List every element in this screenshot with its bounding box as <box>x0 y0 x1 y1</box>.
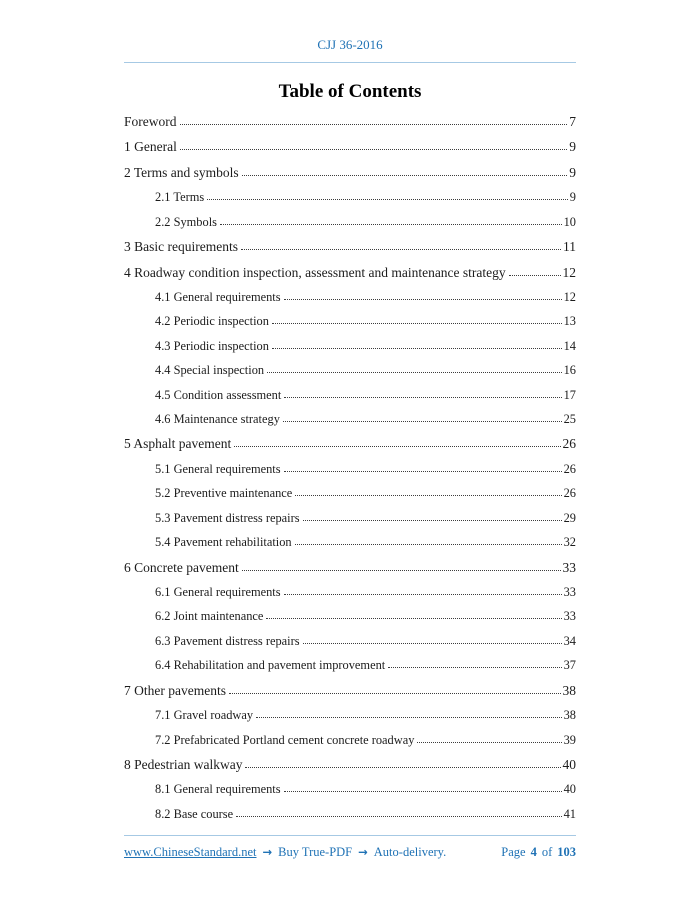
page-current: 4 <box>530 845 537 859</box>
toc-entry-page: 32 <box>563 535 576 550</box>
toc-entry <box>124 658 576 673</box>
toc-entry-page: 34 <box>563 633 576 648</box>
toc-dot-leader <box>284 594 562 595</box>
toc-entry <box>124 314 576 329</box>
right-arrow-icon: → <box>262 845 273 859</box>
toc-entry <box>124 683 576 699</box>
toc-dot-leader <box>417 742 561 743</box>
toc-entry-page: 17 <box>563 387 576 402</box>
toc-dot-leader <box>229 693 561 694</box>
toc-entry-label: 5.1 General requirements <box>155 461 281 476</box>
toc-entry-label: 8.1 General requirements <box>155 782 281 797</box>
toc-entry-label: 2 Terms and symbols <box>124 164 239 180</box>
toc-entry <box>124 486 576 501</box>
toc-dot-leader <box>207 199 568 200</box>
toc-entry <box>124 239 576 255</box>
toc-dot-leader <box>234 446 560 447</box>
toc-dot-leader <box>180 124 568 125</box>
toc-entry-page: 16 <box>563 363 576 378</box>
toc-entry <box>124 807 576 822</box>
toc-entry-page: 9 <box>569 190 576 205</box>
toc-entry-label: 8.2 Base course <box>155 806 234 821</box>
toc-dot-leader <box>241 249 561 250</box>
toc-dot-leader <box>267 372 562 373</box>
toc-entry <box>124 585 576 600</box>
page-total: 103 <box>557 845 576 859</box>
toc-entry-page: 33 <box>563 609 576 624</box>
toc-entry-label: 6.1 General requirements <box>155 585 281 600</box>
toc-entry-label: 5.2 Preventive maintenance <box>155 486 293 501</box>
toc-entry-page: 37 <box>563 658 576 673</box>
toc-dot-leader <box>303 643 562 644</box>
toc-entry <box>124 165 576 181</box>
toc-entry <box>124 363 576 378</box>
toc-entry-page: 9 <box>569 164 576 180</box>
toc-entry-page: 38 <box>562 682 576 698</box>
toc-dot-leader <box>220 224 562 225</box>
toc-entry-label: Foreword <box>124 114 177 129</box>
toc-entry-label: 6.3 Pavement distress repairs <box>155 633 300 648</box>
toc-entry-page: 41 <box>563 806 576 821</box>
toc-dot-leader <box>242 570 561 571</box>
toc-entry <box>124 215 576 230</box>
toc-dot-leader <box>283 421 562 422</box>
toc-entry-label: 4.2 Periodic inspection <box>155 314 269 329</box>
toc-entry-page: 29 <box>563 510 576 525</box>
toc-entry-label: 4 Roadway condition inspection, assessment and maintenance strategy <box>124 264 506 280</box>
toc-dot-leader <box>295 544 562 545</box>
toc-entry-page: 38 <box>563 708 576 723</box>
toc-entry <box>124 436 576 452</box>
right-arrow-icon: → <box>358 845 368 859</box>
toc-entry <box>124 265 576 281</box>
toc-dot-leader <box>295 495 561 496</box>
toc-entry-label: 7.2 Prefabricated Portland cement concrete roadway <box>155 732 415 747</box>
toc-entry-label: 4.6 Maintenance strategy <box>155 412 280 427</box>
footer-site-link[interactable]: www.ChineseStandard.net <box>124 845 257 859</box>
toc-entry <box>124 114 576 130</box>
toc-entry <box>124 290 576 305</box>
page-footer <box>124 845 576 860</box>
toc-list <box>124 114 576 822</box>
page-title: Table of Contents <box>278 81 422 102</box>
toc-dot-leader <box>303 520 562 521</box>
toc-dot-leader <box>236 816 562 817</box>
toc-entry <box>124 388 576 403</box>
footer-rule <box>124 835 576 836</box>
toc-entry-label: 6.2 Joint maintenance <box>155 609 264 624</box>
toc-entry-page: 40 <box>563 782 576 797</box>
toc-entry-page: 12 <box>563 289 576 304</box>
toc-dot-leader <box>284 397 561 398</box>
page-label: Page <box>501 845 526 859</box>
toc-entry <box>124 782 576 797</box>
toc-entry-page: 39 <box>563 732 576 747</box>
toc-entry-label: 2.1 Terms <box>155 190 205 205</box>
toc-dot-leader <box>272 323 562 324</box>
toc-dot-leader <box>509 275 561 276</box>
toc-entry-page: 13 <box>563 314 576 329</box>
toc-entry-label: 1 General <box>124 139 177 155</box>
toc-entry <box>124 190 576 205</box>
toc-entry-label: 7 Other pavements <box>124 682 226 698</box>
toc-entry-label: 5.3 Pavement distress repairs <box>155 510 300 525</box>
toc-entry-label: 6 Concrete pavement <box>124 559 239 575</box>
toc-entry-label: 5 Asphalt pavement <box>124 436 232 452</box>
toc-entry <box>124 139 576 155</box>
toc-entry <box>124 412 576 427</box>
of-label: of <box>541 845 553 859</box>
toc-entry-label: 4.5 Condition assessment <box>155 387 282 402</box>
toc-dot-leader <box>284 791 562 792</box>
toc-dot-leader <box>388 667 561 668</box>
toc-entry-page: 40 <box>562 756 576 772</box>
toc-entry-page: 33 <box>562 559 576 575</box>
standard-code: CJJ 36-2016 <box>317 37 383 52</box>
toc-entry-page: 9 <box>569 139 576 155</box>
toc-entry-page: 33 <box>563 585 576 600</box>
toc-dot-leader <box>284 299 562 300</box>
toc-entry-page: 26 <box>562 436 576 452</box>
page-indicator <box>501 845 576 860</box>
footer-buy-text: Buy True-PDF <box>278 845 353 859</box>
footer-delivery-text: Auto-delivery. <box>373 845 447 859</box>
toc-entry <box>124 634 576 649</box>
toc-entry-label: 4.1 General requirements <box>155 289 281 304</box>
toc-entry-page: 14 <box>563 338 576 353</box>
toc-entry <box>124 609 576 624</box>
toc-entry-label: 2.2 Symbols <box>155 214 217 229</box>
toc-entry <box>124 462 576 477</box>
toc-entry-page: 11 <box>563 239 576 255</box>
toc-entry-label: 8 Pedestrian walkway <box>124 756 243 772</box>
header-rule <box>124 62 576 63</box>
toc-dot-leader <box>245 767 560 768</box>
toc-entry-page: 7 <box>569 114 576 129</box>
footer-promo <box>124 845 446 860</box>
toc-entry-page: 10 <box>563 214 576 229</box>
toc-entry <box>124 733 576 748</box>
toc-entry-label: 5.4 Pavement rehabilitation <box>155 535 292 550</box>
toc-dot-leader <box>266 618 561 619</box>
toc-entry-label: 6.4 Rehabilitation and pavement improvement <box>155 658 386 673</box>
toc-dot-leader <box>180 149 567 150</box>
toc-entry <box>124 339 576 354</box>
toc-entry-page: 26 <box>563 461 576 476</box>
toc-entry <box>124 560 576 576</box>
toc-entry <box>124 757 576 773</box>
toc-entry <box>124 708 576 723</box>
toc-entry-label: 4.3 Periodic inspection <box>155 338 269 353</box>
toc-dot-leader <box>272 348 562 349</box>
toc-entry-label: 7.1 Gravel roadway <box>155 708 254 723</box>
toc-entry <box>124 535 576 550</box>
toc-dot-leader <box>284 471 562 472</box>
toc-entry-page: 25 <box>563 412 576 427</box>
toc-entry-page: 12 <box>562 264 576 280</box>
toc-dot-leader <box>242 175 568 176</box>
toc-entry-label: 3 Basic requirements <box>124 239 238 255</box>
toc-entry-page: 26 <box>563 486 576 501</box>
toc-dot-leader <box>256 717 562 718</box>
toc-entry-label: 4.4 Special inspection <box>155 363 265 378</box>
toc-entry <box>124 511 576 526</box>
